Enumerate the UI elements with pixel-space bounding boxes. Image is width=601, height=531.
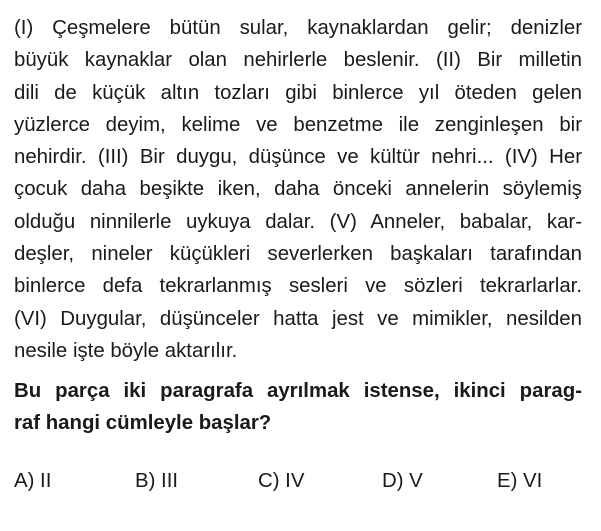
option-a[interactable]: A) II <box>14 470 52 492</box>
question-stem <box>14 375 582 439</box>
question-line: raf hangi cümleyle başlar? <box>14 412 272 435</box>
question-document <box>14 12 582 439</box>
passage-line: deşler, nineler küçükleri severlerken başkaları tarafından <box>14 243 582 266</box>
question-line: Bu parça iki paragrafa ayrılmak istense, ikinci parag- <box>14 380 582 403</box>
passage-line: çocuk daha beşikte iken, daha önceki annelerin söylemiş <box>14 178 582 201</box>
passage-line: dili de küçük altın tozları gibi binlerce yıl öteden gelen <box>14 81 582 104</box>
answer-options <box>14 470 574 500</box>
passage <box>14 12 582 367</box>
passage-line: nesile işte böyle aktarılır. <box>14 339 238 362</box>
passage-line: yüzlerce deyim, kelime ve benzetme ile zenginleşen bir <box>14 113 582 136</box>
passage-line: büyük kaynaklar olan nehirlerle beslenir. (II) Bir milletin <box>14 49 582 72</box>
option-b[interactable]: B) III <box>135 470 179 492</box>
passage-line: binlerce defa tekrarlanmış sesleri ve sözleri tekrarlarlar. <box>14 275 582 298</box>
passage-line: olduğu ninnilerle uykuya dalar. (V) Anneler, babalar, kar- <box>14 210 582 233</box>
option-c[interactable]: C) IV <box>258 470 305 492</box>
option-d[interactable]: D) V <box>382 470 423 492</box>
passage-line: (VI) Duygular, düşünceler hatta jest ve mimikler, nesilden <box>14 307 582 330</box>
passage-line: (I) Çeşmelere bütün sular, kaynaklardan gelir; denizler <box>14 17 582 39</box>
option-e[interactable]: E) VI <box>497 470 543 492</box>
passage-line: nehirdir. (III) Bir duygu, düşünce ve kültür nehri... (IV) Her <box>14 146 582 169</box>
